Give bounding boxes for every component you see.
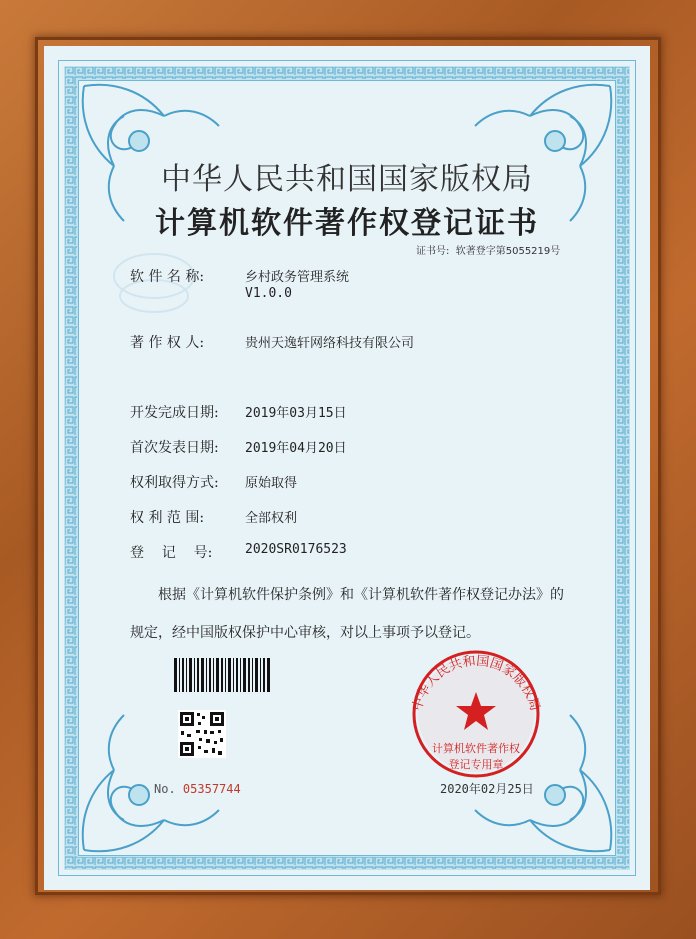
certificate-paper (44, 46, 650, 890)
issue-date: 2020年02月25日 (440, 782, 534, 796)
field-value-dev-date: 2019年03月15日 (245, 406, 347, 421)
issuer-title: 中华人民共和国国家版权局 (161, 162, 533, 197)
fret-band-top (65, 67, 629, 79)
certificate-number-value: 软著登字第5055219号 (455, 246, 561, 257)
seal-center-line-1: 计算机软件著作权 (432, 742, 520, 755)
field-value-scope: 全部权利 (245, 511, 298, 526)
field-value-reg-no: 2020SR0176523 (245, 542, 347, 557)
field-value-software-name: 乡村政务管理系统 (245, 270, 350, 285)
field-label-acquisition: 权利取得方式: (130, 475, 219, 491)
field-value-owner: 贵州天逸轩网络科技有限公司 (245, 336, 415, 351)
field-value-acquisition: 原始取得 (245, 476, 298, 491)
fret-band-bottom (65, 857, 629, 869)
field-label-reg-no: 登 记 号: (130, 545, 213, 561)
serial-value: 05357744 (182, 782, 241, 796)
certificate-number-label: 证书号: (416, 246, 450, 257)
statement-line-1: 根据《计算机软件保护条例》和《计算机软件著作权登记办法》的 (158, 587, 564, 603)
certificate-title: 计算机软件著作权登记证书 (155, 206, 539, 241)
field-label-scope: 权 利 范 围: (130, 510, 205, 526)
serial-number (154, 782, 241, 796)
certificate-number (416, 242, 560, 257)
field-value-version: V1.0.0 (245, 286, 292, 301)
serial-label: No. (154, 782, 176, 796)
field-label-publish-date: 首次发表日期: (130, 440, 219, 456)
barcode (174, 658, 270, 692)
seal-ring-text: 中华人民共和国国家版权局 (409, 653, 543, 713)
seal-center-line-2: 登记专用章 (448, 758, 504, 771)
qr-code-icon (178, 710, 226, 758)
field-label-dev-date: 开发完成日期: (130, 405, 219, 421)
field-label-software-name: 软 件 名 称: (130, 269, 205, 285)
field-value-publish-date: 2019年04月20日 (245, 441, 347, 456)
statement-line-2: 规定，经中国版权保护中心审核，对以上事项予以登记。 (130, 625, 480, 641)
field-label-owner: 著 作 权 人: (130, 335, 205, 351)
